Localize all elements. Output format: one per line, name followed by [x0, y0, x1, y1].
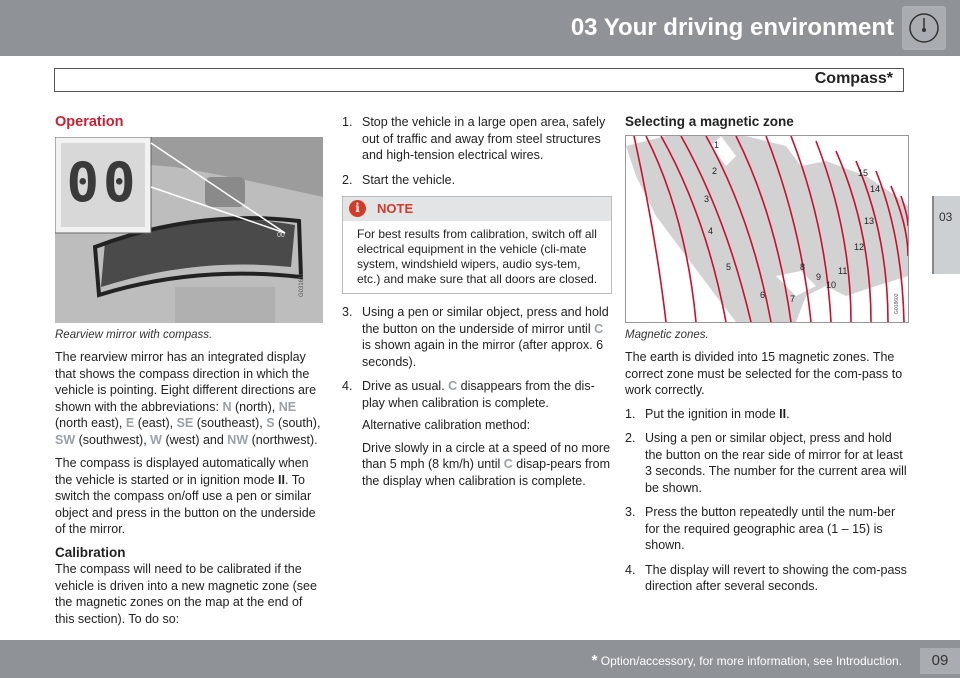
list-item: 1. Put the ignition in mode II.	[625, 406, 790, 421]
info-icon: i	[349, 200, 366, 217]
alt-method-text: Drive slowly in a circle at a speed of no more than 5 mph (8 km/h) until C disap-pears from the display when calibration is complete.	[362, 440, 611, 488]
column-middle	[342, 114, 612, 497]
zone-label-13: 13	[864, 215, 875, 226]
list-item: 2. Using a pen or similar object, press and hold the button on the rear side of mirror for at least 3 seconds. The number for the current area will be shown.	[625, 431, 907, 495]
list-item: 1. Stop the vehicle in a large open area, safely out of traffic and away from steel structures and high-tension electrical wires.	[342, 115, 606, 162]
alt-method-heading: Alternative calibration method:	[362, 418, 531, 432]
map-caption: Magnetic zones.	[625, 328, 709, 341]
magnetic-zone-map	[625, 135, 909, 323]
column-right	[625, 114, 907, 603]
note-box	[342, 196, 612, 294]
compass-icon	[902, 6, 946, 50]
zone-label-12: 12	[854, 241, 865, 252]
list-item: 3. Using a pen or similar object, press and hold the button on the underside of mirror until C is shown again in the mirror (after approx. 6 seconds).	[342, 305, 609, 369]
section-title: Compass*	[814, 70, 893, 87]
note-text: For best results from calibration, switch off all electrical equipment in the vehicle (cli-mate system, windshield wipers, audio sys-tem, etc.) and make sure that all doors are closed.	[357, 227, 598, 286]
heading-calibration: Calibration	[55, 544, 126, 560]
zone-label-10: 10	[826, 279, 837, 290]
chapter-tab-label: 03	[939, 210, 953, 224]
heading-operation: Operation	[55, 114, 124, 130]
list-item: 2. Start the vehicle.	[342, 172, 456, 187]
mirror-caption: Rearview mirror with compass.	[55, 328, 213, 341]
zone-label-4: 4	[708, 225, 714, 236]
compass-description: The rearview mirror has an integrated display that shows the compass direction in which the vehicle is pointing. Eight different directions are shown with the abbreviations: N (north), NE (north east), E (east), SE (southeast), S (south), SW (southwest), W (west) and NW (northwest).	[55, 350, 321, 447]
list-item: 4. Drive as usual. C disappears from the dis-play when calibration is complete. Alternative calibration method: Drive slowly in a circle at a speed of no more than 5 mph (8 km/h) until C disap-pears from the display when calibration is complete.	[342, 379, 611, 488]
compass-display-digits: 00	[66, 150, 140, 214]
section-bar	[54, 68, 904, 92]
zone-steps	[625, 406, 907, 595]
chapter-tab	[932, 196, 960, 274]
heading-magnetic-zone: Selecting a magnetic zone	[625, 114, 794, 129]
page-footer	[0, 640, 960, 678]
zone-label-6: 6	[760, 289, 766, 300]
zone-label-2: 2	[712, 165, 718, 176]
list-item: 4. The display will revert to showing the com-pass direction after several seconds.	[625, 562, 907, 593]
zone-label-15: 15	[858, 167, 869, 178]
footer-note: * Option/accessory, for more information, see Introduction.	[591, 652, 902, 669]
map-code: G018602	[894, 292, 900, 314]
mirror-illustration	[55, 137, 323, 323]
zone-label-3: 3	[704, 193, 710, 204]
zone-label-9: 9	[816, 271, 822, 282]
zone-label-1: 1	[714, 139, 720, 150]
calibration-text: The compass will need to be calibrated if the vehicle is driven into a new magnetic zone (see the magnetic zones on the map at the end of this section). To do so:	[55, 562, 317, 626]
calibration-steps	[342, 114, 612, 188]
zone-label-5: 5	[726, 261, 732, 272]
compass-display-text: The compass is displayed automatically when the vehicle is started or in ignition mode II. To switch the compass on/off use a pen or similar object and press in the button on the underside of the mirror.	[55, 456, 316, 536]
zone-label-7: 7	[790, 293, 796, 304]
page-number: 09	[920, 648, 960, 674]
note-header	[343, 197, 611, 221]
list-item: 3. Press the button repeatedly until the num-ber for the required geographic area (1 – 15) is shown.	[625, 505, 896, 552]
zones-intro: The earth is divided into 15 magnetic zones. The correct zone must be selected for the com-pass to work correctly.	[625, 350, 903, 397]
note-label: NOTE	[377, 201, 414, 216]
mirror-digits: 00	[277, 231, 285, 239]
chapter-title: 03 Your driving environment	[570, 14, 894, 41]
image-code: G031611	[299, 272, 305, 297]
page-header	[0, 0, 960, 56]
zone-label-11: 11	[838, 265, 848, 276]
zone-label-14: 14	[870, 183, 881, 194]
column-left	[55, 114, 323, 634]
calibration-steps-continued	[342, 304, 612, 489]
zone-label-8: 8	[800, 261, 806, 272]
